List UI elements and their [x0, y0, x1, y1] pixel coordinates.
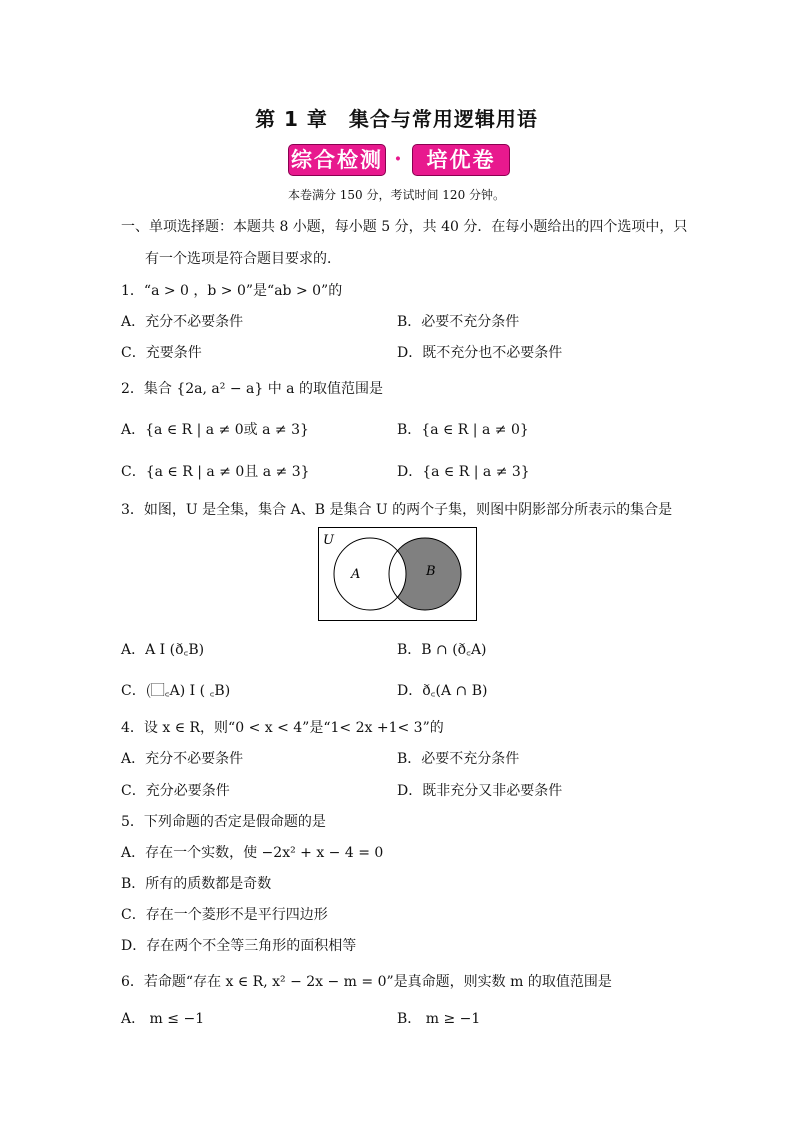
banner-dot: · [394, 146, 402, 172]
question-4-option-b[interactable]: B．必要不充分条件 [397, 751, 520, 767]
question-2-stem: 2．集合 {2a, a² − a} 中 a 的取值范围是 [121, 381, 383, 397]
question-3-option-c[interactable]: C．(⃞꜀A) I ( ꜀B) [121, 683, 231, 699]
banner [288, 144, 508, 174]
question-6-option-a[interactable]: A． m ≤ −1 [121, 1011, 205, 1027]
question-5-option-d[interactable]: D．存在两个不全等三角形的面积相等 [121, 938, 357, 954]
question-2-option-d[interactable]: D．{a ∈ R | a ≠ 3} [397, 464, 530, 480]
question-1-option-a[interactable]: A．充分不必要条件 [121, 314, 244, 330]
venn-diagram [318, 527, 477, 621]
question-6-option-b[interactable]: B． m ≥ −1 [397, 1011, 481, 1027]
question-3-stem: 3．如图，U 是全集，集合 A、B 是集合 U 的两个子集，则图中阴影部分所表示的集合是 [121, 502, 673, 518]
label-b: B [426, 564, 436, 579]
label-a: A [351, 567, 361, 582]
question-3-option-a[interactable]: A．A I (ð꜀B) [121, 642, 205, 658]
question-5-option-c[interactable]: C．存在一个菱形不是平行四边形 [121, 907, 328, 923]
question-1-stem: 1．“a > 0 ，b > 0”是“ab > 0”的 [121, 283, 343, 299]
question-1-option-d[interactable]: D．既不充分也不必要条件 [397, 345, 563, 361]
banner-right: 培优卷 [412, 144, 510, 176]
question-5-option-a[interactable]: A．存在一个实数，使 −2x² + x − 4 = 0 [121, 845, 384, 861]
banner-left: 综合检测 [288, 144, 386, 176]
question-5-stem: 5．下列命题的否定是假命题的是 [121, 814, 326, 830]
exam-info: 本卷满分 150 分，考试时间 120 分钟。 [287, 188, 506, 202]
section-heading-line1: 一、单项选择题：本题共 8 小题，每小题 5 分，共 40 分．在每小题给出的四个选项中，只 [121, 219, 688, 235]
question-3-option-b[interactable]: B．B ∩ (ð꜀A) [397, 642, 487, 658]
question-4-option-a[interactable]: A．充分不必要条件 [121, 751, 244, 767]
question-4-option-c[interactable]: C．充分必要条件 [121, 783, 230, 799]
label-u: U [323, 533, 334, 548]
section-heading-line2: 有一个选项是符合题目要求的． [145, 251, 341, 267]
question-2-option-c[interactable]: C．{a ∈ R | a ≠ 0且 a ≠ 3} [121, 464, 310, 480]
question-2-option-b[interactable]: B．{a ∈ R | a ≠ 0} [397, 422, 529, 438]
question-5-option-b[interactable]: B．所有的质数都是奇数 [121, 876, 272, 892]
question-6-stem: 6．若命题“存在 x ∈ R, x² − 2x − m = 0”是真命题，则实数 m 的取值范围是 [121, 974, 612, 990]
question-4-option-d[interactable]: D．既非充分又非必要条件 [397, 783, 563, 799]
question-3-option-d[interactable]: D．ð꜀(A ∩ B) [397, 683, 488, 699]
question-4-stem: 4．设 x ∈ R，则“0 < x < 4”是“1< 2x +1< 3”的 [121, 720, 444, 736]
page-title: 第 1 章 集合与常用逻辑用语 [255, 107, 538, 131]
question-2-option-a[interactable]: A．{a ∈ R | a ≠ 0或 a ≠ 3} [121, 422, 309, 438]
question-1-option-c[interactable]: C．充要条件 [121, 345, 202, 361]
question-1-option-b[interactable]: B．必要不充分条件 [397, 314, 520, 330]
